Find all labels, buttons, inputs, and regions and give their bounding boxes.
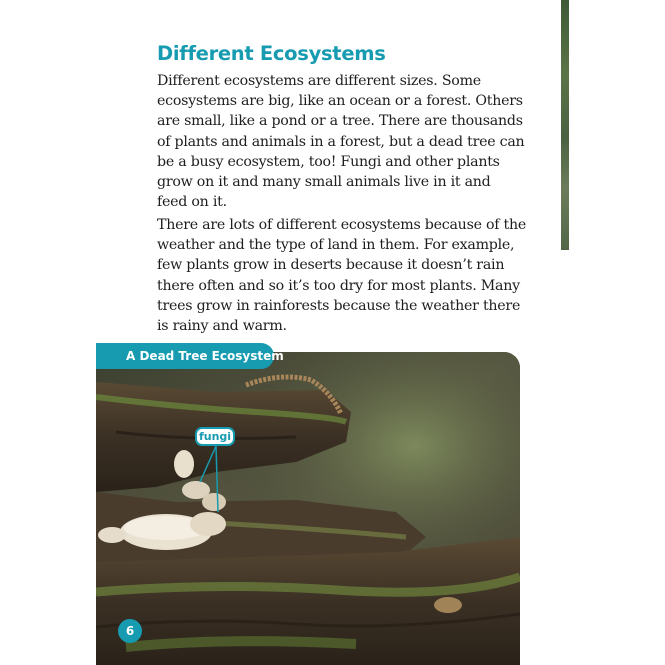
fungi-label: fungi (195, 427, 235, 446)
page-number: 6 (118, 619, 142, 643)
paragraph-line: be a busy ecosystem, too! Fungi and other plants (157, 153, 500, 170)
figure-caption: A Dead Tree Ecosystem (96, 343, 274, 369)
paragraph-line: few plants grow in deserts because it doesn’t rain (157, 257, 505, 274)
paragraph-1 (157, 71, 527, 212)
paragraph-line: ecosystems are big, like an ocean or a forest. Others (157, 93, 523, 110)
paragraph-line: are small, like a pond or a tree. There are thousands (157, 113, 523, 130)
paragraph-line: weather and the type of land in them. For example, (157, 237, 515, 254)
paragraph-line: of plants and animals in a forest, but a dead tree can (157, 133, 525, 150)
paragraph-line: trees grow in rainforests because the weather there (157, 297, 521, 314)
paragraph-line: there often and so it’s too dry for most plants. Many (157, 277, 520, 294)
paragraph-2 (157, 215, 527, 336)
dead-tree-illustration (96, 352, 520, 665)
paragraph-line: grow on it and many small animals live in it and (157, 174, 491, 191)
paragraph-line: Different ecosystems are different sizes. Some (157, 73, 481, 89)
slug (434, 597, 462, 613)
page-title: Different Ecosystems (157, 42, 386, 65)
dead-tree-photo (96, 352, 520, 665)
paragraph-line: feed on it. (157, 194, 227, 211)
adjacent-page-photo-edge (561, 0, 569, 250)
paragraph-line: There are lots of different ecosystems because of the (157, 217, 527, 233)
paragraph-line: is rainy and warm. (157, 318, 287, 335)
